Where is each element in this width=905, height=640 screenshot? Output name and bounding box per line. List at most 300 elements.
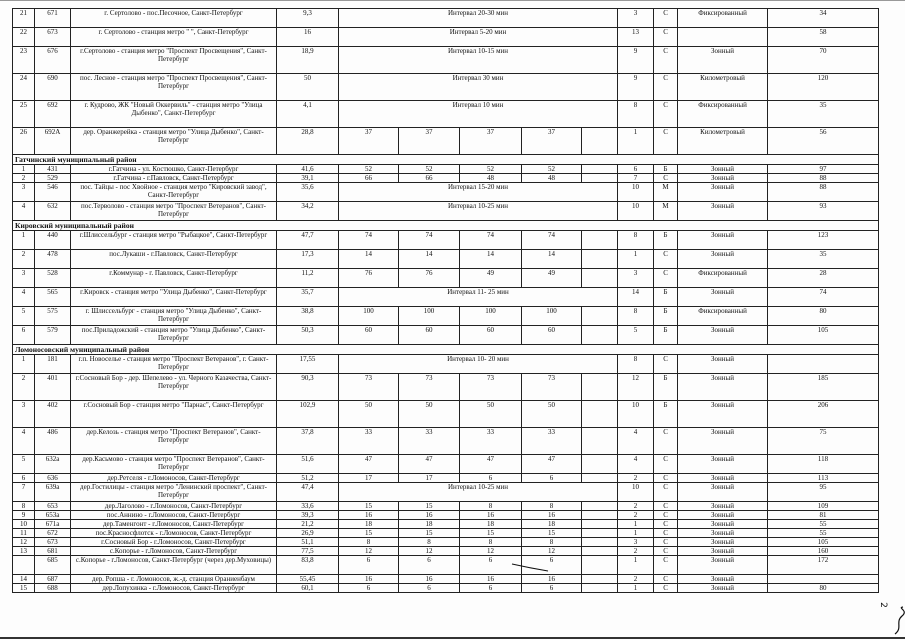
empty-cell bbox=[582, 584, 618, 593]
row-number-cell: 7 bbox=[13, 483, 35, 502]
route-number-cell: 529 bbox=[35, 174, 71, 183]
route-number-cell: 579 bbox=[35, 326, 71, 345]
tariff-cell: Зонный bbox=[678, 575, 768, 584]
vehicle-count-cell: 1 bbox=[618, 556, 654, 575]
interval-cell-3: 18 bbox=[460, 520, 522, 529]
row-number-cell: 3 bbox=[13, 401, 35, 428]
interval-cell-2: 37 bbox=[399, 128, 460, 155]
row-number-cell bbox=[13, 556, 35, 575]
fare-cell: 34 bbox=[768, 9, 879, 28]
pen-scribble bbox=[510, 562, 550, 572]
interval-cell-3: 14 bbox=[460, 250, 522, 269]
section-title: Ломоносовский муниципальный район bbox=[13, 345, 879, 355]
route-number-cell: 440 bbox=[35, 231, 71, 250]
vehicle-class-cell: С bbox=[654, 483, 678, 502]
tariff-cell: Зонный bbox=[678, 428, 768, 455]
interval-cell-2: 50 bbox=[399, 401, 460, 428]
empty-cell bbox=[582, 556, 618, 575]
table-row bbox=[13, 474, 879, 483]
route-path-cell: пос. Тайцы - пос Хвойное - станция метро "Кировский завод", Санкт-Петербург bbox=[71, 183, 277, 202]
interval-cell-4: 48 bbox=[522, 174, 582, 183]
vehicle-class-cell: С bbox=[654, 455, 678, 474]
vehicle-count-cell: 9 bbox=[618, 74, 654, 101]
vehicle-count-cell: 13 bbox=[618, 28, 654, 47]
route-length-cell: 102,9 bbox=[277, 401, 339, 428]
route-path-cell: с.Копорье - г.Ломоносов, Санкт-Петербург bbox=[71, 547, 277, 556]
interval-cell-1: 12 bbox=[339, 547, 399, 556]
route-path-cell: г.Шлиссельбург - станция метро "Рыбацкое", Санкт-Петербург bbox=[71, 231, 277, 250]
vehicle-class-cell: С bbox=[654, 584, 678, 593]
route-path-cell: г.п. Новоселье - станция метро "Проспект Ветеранов", г. Санкт-Петербург bbox=[71, 355, 277, 374]
interval-cell-4: 60 bbox=[522, 326, 582, 345]
tariff-cell: Зонный bbox=[678, 183, 768, 202]
table-row bbox=[13, 9, 879, 28]
interval-cell-3: 48 bbox=[460, 174, 522, 183]
empty-cell bbox=[582, 455, 618, 474]
vehicle-count-cell: 1 bbox=[618, 520, 654, 529]
table-row bbox=[13, 307, 879, 326]
route-path-cell: г.Гатчина - ул. Костюшко, Санкт-Петербург bbox=[71, 165, 277, 174]
section-header-row bbox=[13, 345, 879, 355]
interval-cell-3: 73 bbox=[460, 374, 522, 401]
route-path-cell: пос.Красносфлотск - г.Ломоносов, Санкт-Петербург bbox=[71, 529, 277, 538]
interval-cell: Интервал 30 мин bbox=[339, 74, 618, 101]
interval-cell-4: 50 bbox=[522, 401, 582, 428]
interval-cell-4: 37 bbox=[522, 128, 582, 155]
route-number-cell: 690 bbox=[35, 74, 71, 101]
empty-cell bbox=[582, 529, 618, 538]
row-number-cell: 2 bbox=[13, 250, 35, 269]
route-path-cell: дер. Ропша - г. Ломоносов, ж.-д. станция Ораниенбаум bbox=[71, 575, 277, 584]
route-path-cell: г.Сосновый Бор - г.Ломоносов, Санкт-Петербург bbox=[71, 538, 277, 547]
vehicle-count-cell: 4 bbox=[618, 455, 654, 474]
interval-cell-2: 12 bbox=[399, 547, 460, 556]
vehicle-count-cell: 1 bbox=[618, 250, 654, 269]
vehicle-count-cell: 14 bbox=[618, 288, 654, 307]
row-number-cell: 6 bbox=[13, 326, 35, 345]
route-length-cell: 39,3 bbox=[277, 511, 339, 520]
interval-cell: Интервал 20-30 мин bbox=[339, 9, 618, 28]
interval-cell-4: 6 bbox=[522, 556, 582, 575]
empty-cell bbox=[582, 326, 618, 345]
table-row bbox=[13, 483, 879, 502]
vehicle-class-cell: С bbox=[654, 520, 678, 529]
top-edge-line bbox=[0, 0, 905, 1]
section-title: Кировский муниципальный район bbox=[13, 221, 879, 231]
table-row bbox=[13, 174, 879, 183]
route-length-cell: 51,1 bbox=[277, 538, 339, 547]
vehicle-count-cell: 2 bbox=[618, 575, 654, 584]
vehicle-class-cell: С bbox=[654, 529, 678, 538]
fare-cell: 88 bbox=[768, 174, 879, 183]
vehicle-class-cell: Б bbox=[654, 374, 678, 401]
route-length-cell: 51,6 bbox=[277, 455, 339, 474]
fare-cell: 160 bbox=[768, 547, 879, 556]
interval-cell-3: 16 bbox=[460, 511, 522, 520]
section-header-row bbox=[13, 155, 879, 165]
interval-cell-4: 16 bbox=[522, 511, 582, 520]
tariff-cell: Зонный bbox=[678, 326, 768, 345]
vehicle-count-cell: 10 bbox=[618, 202, 654, 221]
table-row bbox=[13, 511, 879, 520]
table-row bbox=[13, 183, 879, 202]
tariff-cell: Зонный bbox=[678, 250, 768, 269]
fare-cell: 80 bbox=[768, 584, 879, 593]
route-length-cell: 47,4 bbox=[277, 483, 339, 502]
table-row bbox=[13, 401, 879, 428]
row-number-cell: 5 bbox=[13, 455, 35, 474]
empty-cell bbox=[582, 231, 618, 250]
fare-cell bbox=[768, 575, 879, 584]
vehicle-count-cell: 3 bbox=[618, 9, 654, 28]
fare-cell bbox=[768, 355, 879, 374]
table-row bbox=[13, 374, 879, 401]
route-length-cell: 60,1 bbox=[277, 584, 339, 593]
route-number-cell: 632а bbox=[35, 455, 71, 474]
table-row bbox=[13, 165, 879, 174]
route-length-cell: 17,55 bbox=[277, 355, 339, 374]
route-table-sheet bbox=[12, 8, 878, 593]
route-length-cell: 47,7 bbox=[277, 231, 339, 250]
vehicle-count-cell: 12 bbox=[618, 374, 654, 401]
vehicle-class-cell: С bbox=[654, 269, 678, 288]
route-number-cell: 681 bbox=[35, 547, 71, 556]
route-number-cell: 653 bbox=[35, 502, 71, 511]
empty-cell bbox=[582, 401, 618, 428]
row-number-cell: 24 bbox=[13, 74, 35, 101]
tariff-cell: Зонный bbox=[678, 474, 768, 483]
interval-cell-1: 73 bbox=[339, 374, 399, 401]
interval-cell-1: 47 bbox=[339, 455, 399, 474]
fare-cell: 81 bbox=[768, 511, 879, 520]
interval-cell-1: 52 bbox=[339, 165, 399, 174]
interval-cell-4: 8 bbox=[522, 502, 582, 511]
interval-cell-2: 17 bbox=[399, 474, 460, 483]
vehicle-count-cell: 3 bbox=[618, 269, 654, 288]
interval-cell-1: 15 bbox=[339, 529, 399, 538]
empty-cell bbox=[582, 174, 618, 183]
interval-cell-2: 73 bbox=[399, 374, 460, 401]
interval-cell-4: 33 bbox=[522, 428, 582, 455]
interval-cell-4: 100 bbox=[522, 307, 582, 326]
interval-cell-1: 50 bbox=[339, 401, 399, 428]
signature-mark bbox=[893, 606, 905, 636]
row-number-cell: 2 bbox=[13, 374, 35, 401]
tariff-cell: Зонный bbox=[678, 584, 768, 593]
route-length-cell: 28,8 bbox=[277, 128, 339, 155]
vehicle-class-cell: С bbox=[654, 47, 678, 74]
empty-cell bbox=[582, 307, 618, 326]
vehicle-class-cell: М bbox=[654, 202, 678, 221]
empty-cell bbox=[582, 547, 618, 556]
route-number-cell: 687 bbox=[35, 575, 71, 584]
vehicle-class-cell: С bbox=[654, 9, 678, 28]
route-path-cell: пос.Приладожский - станция метро "Улица Дыбенко", Санкт-Петербург bbox=[71, 326, 277, 345]
row-number-cell: 4 bbox=[13, 428, 35, 455]
tariff-cell: Фиксированный bbox=[678, 307, 768, 326]
route-number-cell: 685 bbox=[35, 556, 71, 575]
route-path-cell: дер.Касьмово - станция метро "Проспект Ветеранов", Санкт-Петербург bbox=[71, 455, 277, 474]
tariff-cell: Зонный bbox=[678, 47, 768, 74]
table-row bbox=[13, 584, 879, 593]
empty-cell bbox=[582, 250, 618, 269]
row-number-cell: 15 bbox=[13, 584, 35, 593]
interval-cell-4: 47 bbox=[522, 455, 582, 474]
route-path-cell: пос.Лукаши - г.Павловск, Санкт-Петербург bbox=[71, 250, 277, 269]
route-number-cell: 431 bbox=[35, 165, 71, 174]
route-number-cell: 688 bbox=[35, 584, 71, 593]
vehicle-class-cell: Б bbox=[654, 326, 678, 345]
route-path-cell: г.Сертолово - станция метро "Проспект Просвещения", Санкт-Петербург bbox=[71, 47, 277, 74]
vehicle-count-cell: 8 bbox=[618, 231, 654, 250]
bottom-edge-line bbox=[0, 637, 905, 639]
route-length-cell: 35,6 bbox=[277, 183, 339, 202]
vehicle-count-cell: 4 bbox=[618, 428, 654, 455]
route-number-cell: 401 bbox=[35, 374, 71, 401]
tariff-cell: Зонный bbox=[678, 374, 768, 401]
vehicle-class-cell: С bbox=[654, 355, 678, 374]
route-length-cell: 50 bbox=[277, 74, 339, 101]
fare-cell: 95 bbox=[768, 483, 879, 502]
row-number-cell: 2 bbox=[13, 174, 35, 183]
interval-cell-4: 12 bbox=[522, 547, 582, 556]
route-length-cell: 26,9 bbox=[277, 529, 339, 538]
route-length-cell: 33,6 bbox=[277, 502, 339, 511]
table-row bbox=[13, 269, 879, 288]
vehicle-count-cell: 2 bbox=[618, 474, 654, 483]
interval-cell-2: 47 bbox=[399, 455, 460, 474]
interval-cell-1: 60 bbox=[339, 326, 399, 345]
tariff-cell: Зонный bbox=[678, 556, 768, 575]
table-row bbox=[13, 101, 879, 128]
row-number-cell: 6 bbox=[13, 474, 35, 483]
interval-cell-4: 16 bbox=[522, 575, 582, 584]
vehicle-class-cell: С bbox=[654, 128, 678, 155]
interval-cell-3: 50 bbox=[460, 401, 522, 428]
route-length-cell: 11,2 bbox=[277, 269, 339, 288]
row-number-cell: 10 bbox=[13, 520, 35, 529]
table-row bbox=[13, 288, 879, 307]
interval-cell-2: 33 bbox=[399, 428, 460, 455]
tariff-cell: Фиксированный bbox=[678, 101, 768, 128]
interval-cell-4: 8 bbox=[522, 538, 582, 547]
interval-cell-3: 8 bbox=[460, 538, 522, 547]
vehicle-count-cell: 7 bbox=[618, 174, 654, 183]
interval-cell: Интервал 15-20 мин bbox=[339, 183, 618, 202]
route-path-cell: г.Сосновый Бор - дер. Шепелево - ул. Черного Казачества, Санкт-Петербург bbox=[71, 374, 277, 401]
vehicle-count-cell: 8 bbox=[618, 101, 654, 128]
row-number-cell: 1 bbox=[13, 165, 35, 174]
tariff-cell: Зонный bbox=[678, 502, 768, 511]
route-length-cell: 35,7 bbox=[277, 288, 339, 307]
tariff-cell: Зонный bbox=[678, 288, 768, 307]
interval-cell-2: 66 bbox=[399, 174, 460, 183]
table-row bbox=[13, 28, 879, 47]
empty-cell bbox=[582, 474, 618, 483]
vehicle-class-cell: С bbox=[654, 575, 678, 584]
route-path-cell: дер.Ретселя - г.Ломоносов, Санкт-Петербург bbox=[71, 474, 277, 483]
route-path-cell: г.Коммунар - г. Павловск, Санкт-Петербург bbox=[71, 269, 277, 288]
tariff-cell: Зонный bbox=[678, 529, 768, 538]
vehicle-count-cell: 6 bbox=[618, 165, 654, 174]
interval-cell-3: 49 bbox=[460, 269, 522, 288]
table-row bbox=[13, 355, 879, 374]
table-row bbox=[13, 202, 879, 221]
table-row bbox=[13, 455, 879, 474]
vehicle-count-cell: 10 bbox=[618, 483, 654, 502]
tariff-cell: Зонный bbox=[678, 202, 768, 221]
row-number-cell: 1 bbox=[13, 231, 35, 250]
route-number-cell: 692А bbox=[35, 128, 71, 155]
fare-cell: 105 bbox=[768, 326, 879, 345]
fare-cell: 75 bbox=[768, 428, 879, 455]
route-path-cell: г. Кудрово, ЖК "Новый Оккервиль" - станция метро "Улица Дыбенко", Санкт-Петербург bbox=[71, 101, 277, 128]
interval-cell-3: 37 bbox=[460, 128, 522, 155]
vehicle-class-cell: С bbox=[654, 174, 678, 183]
interval-cell: Интервал 10-15 мин bbox=[339, 47, 618, 74]
row-number-cell: 5 bbox=[13, 307, 35, 326]
route-length-cell: 37,8 bbox=[277, 428, 339, 455]
route-number-cell: 478 bbox=[35, 250, 71, 269]
route-number-cell: 528 bbox=[35, 269, 71, 288]
route-length-cell: 9,3 bbox=[277, 9, 339, 28]
route-path-cell: г. Сертолово - пос.Песочное, Санкт-Петербург bbox=[71, 9, 277, 28]
interval-cell-3: 8 bbox=[460, 502, 522, 511]
route-path-cell: г. Сертолово - станция метро " ", Санкт-Петербург bbox=[71, 28, 277, 47]
vehicle-count-cell: 10 bbox=[618, 401, 654, 428]
route-number-cell: 653а bbox=[35, 511, 71, 520]
row-number-cell: 4 bbox=[13, 288, 35, 307]
interval-cell-1: 18 bbox=[339, 520, 399, 529]
route-path-cell: дер.Лаголово - г.Ломоносов, Санкт-Петербург bbox=[71, 502, 277, 511]
fare-cell: 58 bbox=[768, 28, 879, 47]
interval-cell-2: 6 bbox=[399, 556, 460, 575]
row-number-cell: 3 bbox=[13, 183, 35, 202]
section-header-row bbox=[13, 221, 879, 231]
fare-cell: 113 bbox=[768, 474, 879, 483]
interval-cell-3: 33 bbox=[460, 428, 522, 455]
tariff-cell: Зонный bbox=[678, 355, 768, 374]
tariff-cell: Километровый bbox=[678, 74, 768, 101]
table-row bbox=[13, 326, 879, 345]
fare-cell: 88 bbox=[768, 183, 879, 202]
empty-cell bbox=[582, 269, 618, 288]
interval-cell-2: 15 bbox=[399, 529, 460, 538]
fare-cell: 80 bbox=[768, 307, 879, 326]
interval-cell-4: 49 bbox=[522, 269, 582, 288]
table-row bbox=[13, 128, 879, 155]
interval-cell-4: 73 bbox=[522, 374, 582, 401]
vehicle-class-cell: С bbox=[654, 250, 678, 269]
route-path-cell: г.Сосновый Бор - станция метро "Парнас", Санкт-Петербург bbox=[71, 401, 277, 428]
row-number-cell: 23 bbox=[13, 47, 35, 74]
interval-cell-4: 18 bbox=[522, 520, 582, 529]
table-row bbox=[13, 538, 879, 547]
row-number-cell: 3 bbox=[13, 269, 35, 288]
tariff-cell: Зонный bbox=[678, 455, 768, 474]
vehicle-class-cell: С bbox=[654, 511, 678, 520]
row-number-cell: 14 bbox=[13, 575, 35, 584]
interval-cell-2: 60 bbox=[399, 326, 460, 345]
route-number-cell: 546 bbox=[35, 183, 71, 202]
fare-cell: 93 bbox=[768, 202, 879, 221]
tariff-cell: Зонный bbox=[678, 483, 768, 502]
tariff-cell bbox=[678, 28, 768, 47]
row-number-cell: 4 bbox=[13, 202, 35, 221]
row-number-cell: 25 bbox=[13, 101, 35, 128]
route-number-cell: 673 bbox=[35, 538, 71, 547]
interval-cell-2: 16 bbox=[399, 511, 460, 520]
route-length-cell: 34,2 bbox=[277, 202, 339, 221]
tariff-cell: Фиксированный bbox=[678, 269, 768, 288]
interval-cell: Интервал 10-25 мин bbox=[339, 483, 618, 502]
interval-cell-4: 52 bbox=[522, 165, 582, 174]
fare-cell: 172 bbox=[768, 556, 879, 575]
interval-cell-3: 52 bbox=[460, 165, 522, 174]
route-path-cell: г.Гатчина - г.Павловск, Санкт-Петербург bbox=[71, 174, 277, 183]
route-path-cell: с.Копорье - г.Ломоносов, Санкт-Петербург (через дер.Муховицы) bbox=[71, 556, 277, 575]
route-number-cell: 692 bbox=[35, 101, 71, 128]
fare-cell: 118 bbox=[768, 455, 879, 474]
route-length-cell: 50,3 bbox=[277, 326, 339, 345]
route-length-cell: 41,6 bbox=[277, 165, 339, 174]
tariff-cell: Зонный bbox=[678, 538, 768, 547]
tariff-cell: Зонный bbox=[678, 401, 768, 428]
interval-cell-3: 16 bbox=[460, 575, 522, 584]
tariff-cell: Зонный bbox=[678, 231, 768, 250]
interval-cell-2: 14 bbox=[399, 250, 460, 269]
route-path-cell: дер.Таменгонт - г.Ломоносов, Санкт-Петербург bbox=[71, 520, 277, 529]
route-number-cell: 673 bbox=[35, 28, 71, 47]
tariff-cell: Зонный bbox=[678, 174, 768, 183]
route-path-cell: г. Шлиссельбург - станция метро "Улица Дыбенко", Санкт-Петербург bbox=[71, 307, 277, 326]
route-number-cell: 671 bbox=[35, 9, 71, 28]
route-number-cell: 402 bbox=[35, 401, 71, 428]
vehicle-class-cell: Б bbox=[654, 231, 678, 250]
route-number-cell: 636 bbox=[35, 474, 71, 483]
row-number-cell: 13 bbox=[13, 547, 35, 556]
table-row bbox=[13, 74, 879, 101]
interval-cell-2: 18 bbox=[399, 520, 460, 529]
route-path-cell: пос.Аннино - г.Ломоносов, Санкт-Петербург bbox=[71, 511, 277, 520]
row-number-cell: 8 bbox=[13, 502, 35, 511]
interval-cell-2: 52 bbox=[399, 165, 460, 174]
table-row bbox=[13, 502, 879, 511]
interval-cell-2: 16 bbox=[399, 575, 460, 584]
interval-cell-1: 6 bbox=[339, 584, 399, 593]
row-number-cell: 12 bbox=[13, 538, 35, 547]
interval-cell-1: 66 bbox=[339, 174, 399, 183]
table-row bbox=[13, 547, 879, 556]
route-number-cell: 639а bbox=[35, 483, 71, 502]
route-length-cell: 55,45 bbox=[277, 575, 339, 584]
interval-cell-1: 74 bbox=[339, 231, 399, 250]
route-length-cell: 90,3 bbox=[277, 374, 339, 401]
table-row bbox=[13, 520, 879, 529]
interval-cell-1: 100 bbox=[339, 307, 399, 326]
route-path-cell: дер.Гостилицы - станция метро "Ленинский проспект", Санкт-Петербург bbox=[71, 483, 277, 502]
interval-cell-3: 12 bbox=[460, 547, 522, 556]
empty-cell bbox=[582, 511, 618, 520]
vehicle-class-cell: С bbox=[654, 74, 678, 101]
route-length-cell: 39,1 bbox=[277, 174, 339, 183]
vehicle-count-cell: 1 bbox=[618, 128, 654, 155]
route-path-cell: дер. Оранжерейка - станция метро "Улица Дыбенко", Санкт-Петербург bbox=[71, 128, 277, 155]
interval-cell-3: 47 bbox=[460, 455, 522, 474]
table-row bbox=[13, 529, 879, 538]
route-table bbox=[12, 8, 879, 593]
table-row bbox=[13, 47, 879, 74]
